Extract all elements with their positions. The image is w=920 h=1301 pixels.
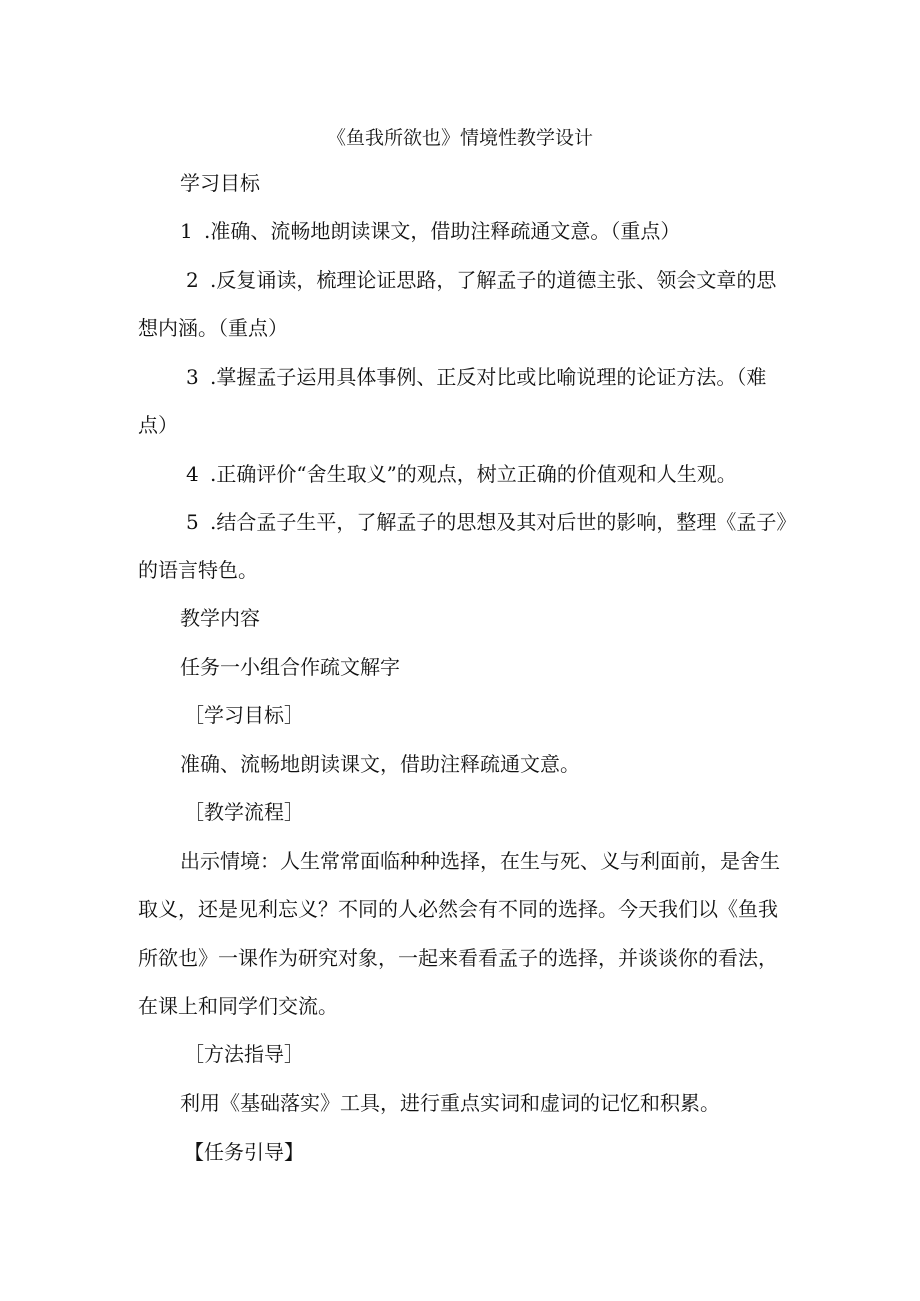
goal-number: 4: [186, 462, 199, 486]
goal-item-3: [186, 362, 766, 392]
document-title: 《鱼我所欲也》情境性教学设计: [326, 127, 593, 149]
section-heading-content: 教学内容: [180, 606, 260, 630]
task1-flow-heading: ［教学流程］: [184, 800, 304, 824]
goal-item-4: [186, 459, 737, 489]
task1-goal-text: 准确、流畅地朗读课文，借助注释疏通文意。: [180, 752, 580, 776]
goal-number: 1: [180, 219, 193, 243]
section-heading-goals: 学习目标: [180, 171, 260, 195]
goal-number: 2: [186, 268, 199, 292]
goal-item-5: [186, 507, 796, 537]
task1-flow-line-4: 在课上和同学们交流。: [138, 994, 338, 1018]
goal-number: 5: [186, 510, 199, 534]
task1-guide-heading: 【任务引导】: [184, 1140, 304, 1164]
goal-text: .结合孟子生平，了解孟子的思想及其对后世的影响，整理《孟子》: [210, 510, 797, 534]
task1-flow-line-3: 所欲也》一课作为研究对象，一起来看看孟子的选择，并谈谈你的看法，: [138, 946, 778, 970]
goal-item-3-continued: 点）: [138, 413, 178, 437]
task1-flow-line-1: 出示情境：人生常常面临种种选择，在生与死、义与利面前，是舍生: [180, 849, 780, 873]
goal-number: 3: [186, 365, 199, 389]
task1-method-text: 利用《基础落实》工具，进行重点实词和虚词的记忆和积累。: [180, 1091, 720, 1115]
task1-title: 任务一小组合作疏文解字: [180, 655, 400, 679]
task1-method-heading: ［方法指导］: [184, 1042, 304, 1066]
goal-text: .反复诵读，梳理论证思路，了解孟子的道德主张、领会文章的思: [210, 268, 777, 292]
goal-item-5-continued: 的语言特色。: [138, 558, 258, 582]
task1-goal-heading: ［学习目标］: [184, 703, 304, 727]
goal-item-2-continued: 想内涵。（重点）: [138, 316, 288, 340]
goal-text: .正确评价“舍生取义”的观点，树立正确的价值观和人生观。: [210, 462, 737, 486]
task1-flow-line-2: 取义，还是见利忘义？不同的人必然会有不同的选择。今天我们以《鱼我: [138, 897, 778, 921]
goal-text: .掌握孟子运用具体事例、正反对比或比喻说理的论证方法。（难: [210, 365, 767, 389]
goal-text: .准确、流畅地朗读课文，借助注释疏通文意。（重点）: [204, 219, 681, 243]
goal-item-1: [180, 216, 680, 246]
goal-item-2: [186, 265, 776, 295]
